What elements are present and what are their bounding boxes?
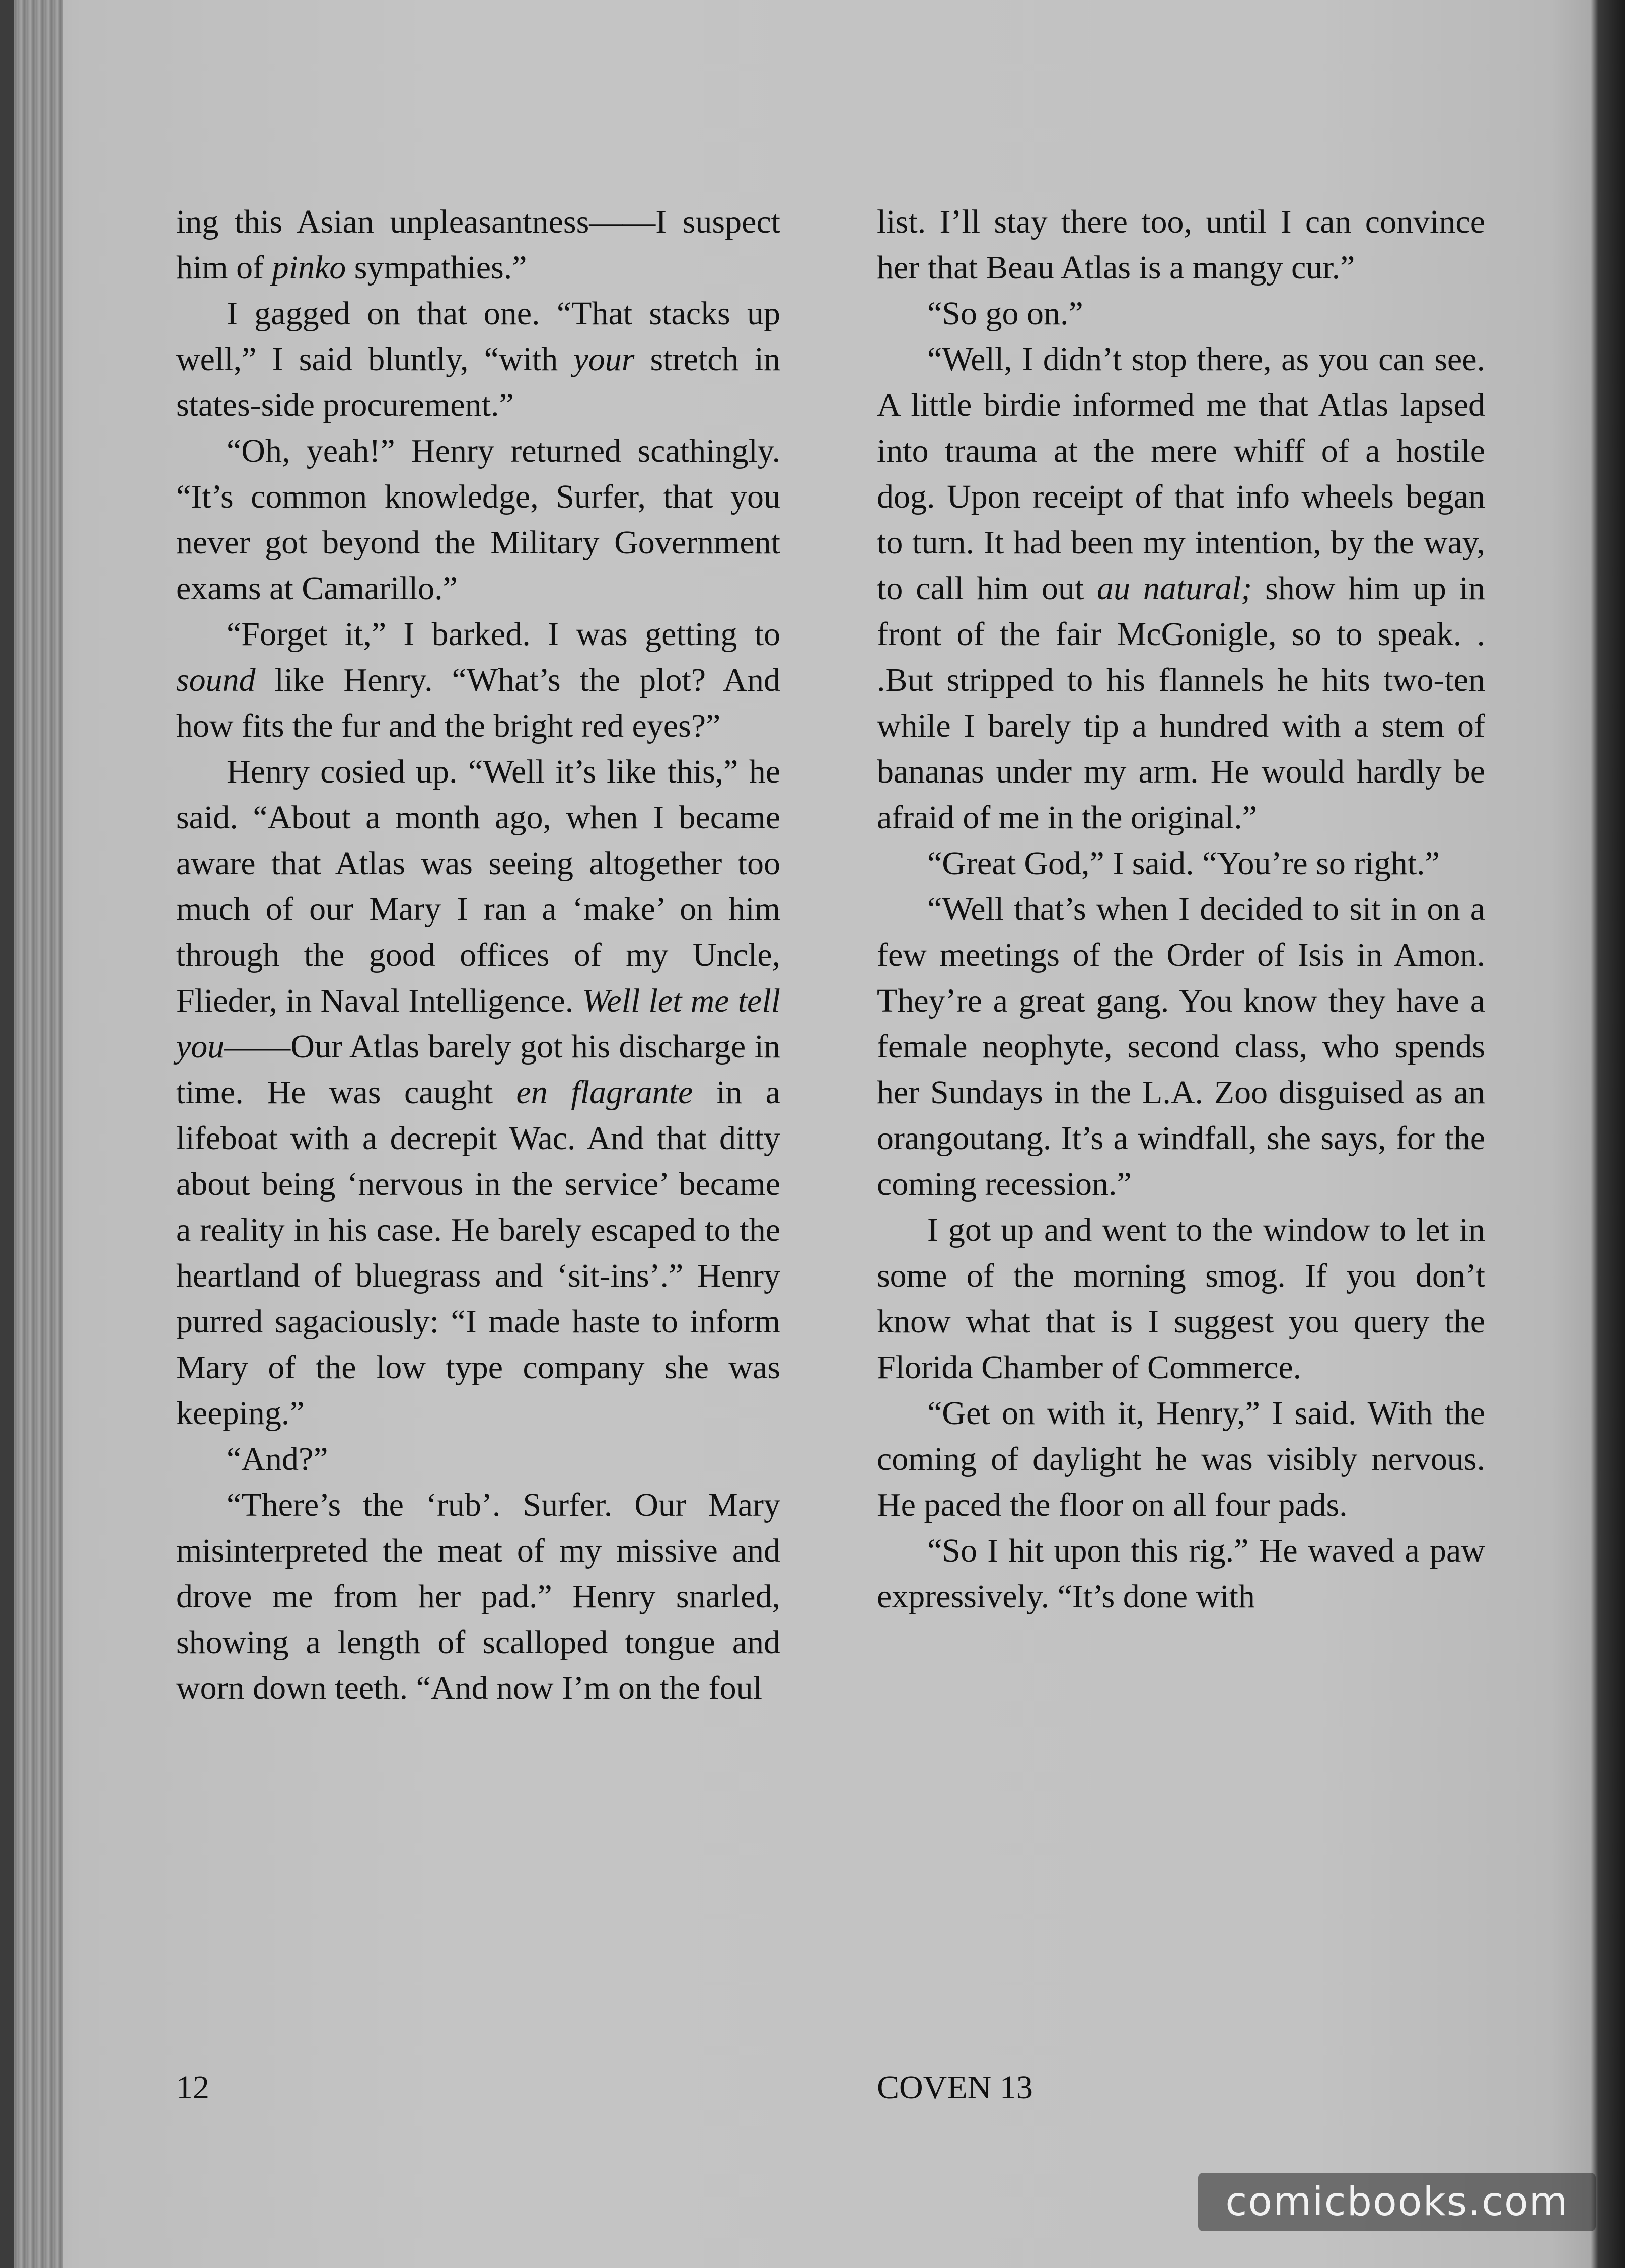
paragraph: “So go on.” (927, 295, 1083, 332)
watermark: comicbooks.com (1198, 2173, 1596, 2231)
left-column (176, 199, 780, 1711)
page-number: 12 (176, 2069, 209, 2106)
paragraph: “There’s the ‘rub’. Surfer. Our Mary misinterpreted the meat of my missive and drove me from her pad.” Henry snarled, showing a length of scalloped tongue and worn down teeth. “And now I’m on the foul (176, 1486, 780, 1707)
paragraph: “And?” (227, 1441, 328, 1477)
magazine-title-footer: COVEN 13 (877, 2069, 1033, 2106)
spine-edge (0, 0, 14, 2268)
paragraph: “Well, I didn’t stop there, as you can see. A little birdie informed me that Atlas lapsed into trauma at the mere whiff of a hostile dog. Upon receipt of that info wheels began to turn. It had been my intention, by the way, to call him out au natural; show him up in front of the fair McGonigle, so to speak. . .But stripped to his flannels he hits two-ten while I barely tip a hundred with a stem of bananas under my arm. He would hardly be afraid of me in the original.” (877, 341, 1486, 836)
right-column (877, 199, 1485, 1619)
paragraph: ing this Asian unpleasantness——I suspect him of pinko sympathies.” (176, 203, 780, 286)
paragraph: list. I’ll stay there too, until I can convince her that Beau Atlas is a mangy cur.” (877, 203, 1485, 286)
paragraph: “Forget it,” I barked. I was getting to sound like Henry. “What’s the plot? And how fits the fur and the bright red eyes?” (176, 616, 780, 744)
paragraph: “Oh, yeah!” Henry returned scathingly. “It’s common knowledge, Surfer, that you never got beyond the Military Government exams at Camarillo.” (176, 433, 780, 607)
paragraph: I got up and went to the window to let in some of the morning smog. If you don’t know what that is I suggest you query the Florida Chamber of Commerce. (877, 1212, 1485, 1386)
paragraph: I gagged on that one. “That stacks up well,” I said bluntly, “with your stretch in states-side procurement.” (176, 295, 781, 423)
paragraph: “So I hit upon this rig.” He waved a paw expressively. “It’s done with (877, 1532, 1485, 1615)
paragraph: “Great God,” I said. “You’re so right.” (927, 845, 1440, 882)
paragraph: “Well that’s when I decided to sit in on a few meetings of the Order of Isis in Amon. They’re a great gang. You know they have a female neophyte, second class, who spends her Sundays in the L.A. Zoo disguised as an orangoutang. It’s a windfall, she says, for the coming recession.” (877, 891, 1485, 1202)
paragraph: “Get on with it, Henry,” I said. With the coming of daylight he was visibly nervous. He paced the floor on all four pads. (877, 1395, 1485, 1523)
paragraph: Henry cosied up. “Well it’s like this,” he said. “About a month ago, when I became aware that Atlas was seeing altogether too much of our Mary I ran a ‘make’ on him through the good offices of my Uncle, Flieder, in Naval Intelligence. Well let me tell you——Our Atlas barely got his discharge in time. He was caught en flagrante in a lifeboat with a decrepit Wac. And that ditty about being ‘nervous in the service’ became a reality in his case. He barely escaped to the heartland of bluegrass and ‘sit-ins’.” Henry purred sagaciously: “I made haste to inform Mary of the low type company she was keeping.” (176, 753, 780, 1432)
